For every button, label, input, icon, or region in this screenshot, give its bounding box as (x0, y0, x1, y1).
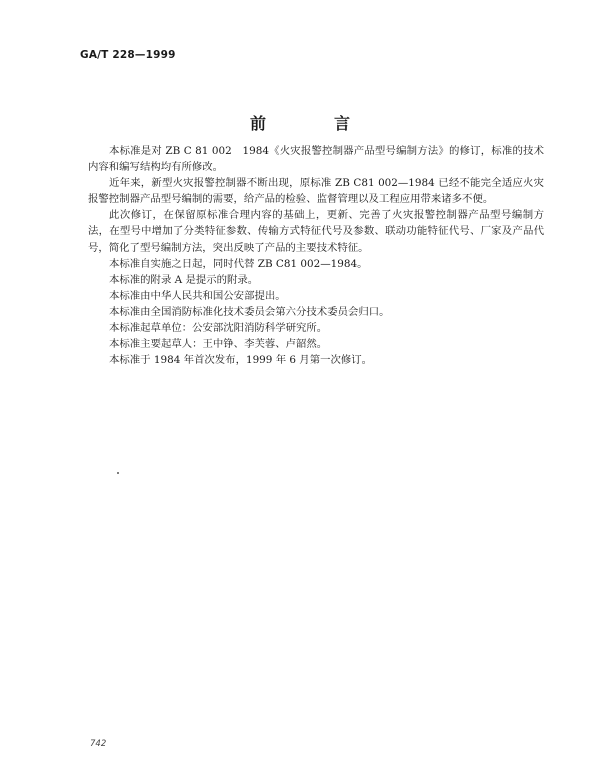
standard-code: GA/T 228—1999 (80, 49, 176, 61)
paragraph-replacement: 本标准自实施之日起，同时代替 ZB C81 002—1984。 (109, 257, 368, 270)
paragraph-drafters: 本标准主要起草人：王中铮、李芙蓉、卢韶然。 (109, 338, 328, 351)
page-number: 742 (90, 739, 107, 749)
paragraph-proposer: 本标准由中华人民共和国公安部提出。 (109, 289, 286, 302)
paragraph-appendix: 本标准的附录 A 是提示的附录。 (109, 273, 259, 286)
paragraph-revision-content: 此次修订，在保留原标准合理内容的基础上，更新、完善了火灾报警控制器产品型号编制方法，在型号中增加了分类特征参数、传输方式特征代号及参数、联动功能特征代号、厂家及产品代号，简化了型号编制方法，突出反映了产品的主要技术特征。 (88, 209, 544, 254)
paragraph-history: 本标准于 1984 年首次发布，1999 年 6 月第一次修订。 (109, 354, 373, 367)
section-title: 前 言 (249, 114, 376, 133)
paragraph-committee: 本标准由全国消防标准化技术委员会第六分技术委员会归口。 (109, 305, 390, 318)
paragraph-background: 近年来，新型火灾报警控制器不断出现，原标准 ZB C81 002—1984 已经不能完全适应火灾报警控制器产品型号编制的需要，给产品的检验、监督管理以及工程应用带来诸多不便。 (88, 177, 544, 206)
scan-speck (117, 472, 119, 474)
foreword-body (88, 143, 544, 368)
paragraph-drafting-unit: 本标准起草单位：公安部沈阳消防科学研究所。 (109, 322, 328, 335)
paragraph-revision-note: 本标准是对 ZB C 81 002 1984《火灾报警控制器产品型号编制方法》的修订，标准的技术内容和编写结构均有所修改。 (88, 145, 544, 174)
